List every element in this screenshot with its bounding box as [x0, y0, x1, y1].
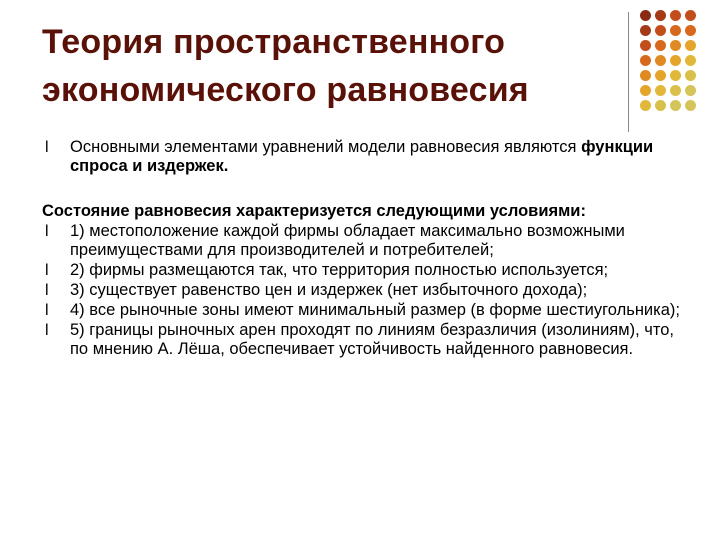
- decorative-dot: [685, 40, 696, 51]
- bullet-marker: l: [45, 139, 49, 156]
- condition-item: [42, 321, 682, 359]
- decorative-dot: [685, 55, 696, 66]
- decorative-dot: [670, 55, 681, 66]
- decorative-dot: [670, 25, 681, 36]
- slide-title: Теория пространственного экономического равновесия: [42, 23, 529, 109]
- condition-text: 2) фирмы размещаются так, что территория полностью используется;: [70, 261, 609, 279]
- decorative-dot: [640, 40, 651, 51]
- conditions-heading: Состояние равновесия характеризуется следующими условиями:: [42, 202, 586, 220]
- bullet-marker: l: [45, 262, 49, 279]
- decorative-dot-grid: [640, 10, 697, 112]
- decorative-dot: [670, 85, 681, 96]
- decorative-dot: [685, 100, 696, 111]
- condition-item: [42, 261, 682, 280]
- decorative-dot: [655, 70, 666, 81]
- decorative-dot: [640, 10, 651, 21]
- decorative-dot: [655, 55, 666, 66]
- decorative-dot: [670, 100, 681, 111]
- decorative-dot: [640, 25, 651, 36]
- condition-item: [42, 301, 682, 320]
- decorative-dot: [685, 10, 696, 21]
- decorative-dot: [640, 100, 651, 111]
- decorative-dot: [655, 40, 666, 51]
- bullet-marker: l: [45, 322, 49, 339]
- condition-text: 4) все рыночные зоны имеют минимальный размер (в форме шестиугольника);: [70, 301, 680, 319]
- bullet-marker: l: [45, 282, 49, 299]
- decorative-dot: [670, 70, 681, 81]
- intro-bold-text: функции спроса и издержек.: [70, 138, 654, 175]
- condition-text: 3) существует равенство цен и издержек (нет избыточного дохода);: [70, 281, 588, 299]
- decorative-dot: [640, 85, 651, 96]
- decorative-dot: [640, 55, 651, 66]
- condition-text: 1) местоположение каждой фирмы обладает максимально возможными преимуществами для производителей и потребителей;: [70, 222, 625, 259]
- intro-text: Основными элементами уравнений модели равновесия являются: [70, 138, 582, 156]
- condition-item: [42, 222, 682, 260]
- intro-bullet: [42, 138, 682, 176]
- title-divider: [628, 12, 629, 132]
- decorative-dot: [685, 85, 696, 96]
- conditions-list: [42, 222, 682, 359]
- decorative-dot: [655, 100, 666, 111]
- condition-item: [42, 281, 682, 300]
- decorative-dot: [670, 10, 681, 21]
- decorative-dot: [670, 40, 681, 51]
- decorative-dot: [655, 10, 666, 21]
- decorative-dot: [685, 25, 696, 36]
- decorative-dot: [655, 85, 666, 96]
- bullet-marker: l: [45, 223, 49, 240]
- decorative-dot: [640, 70, 651, 81]
- decorative-dot: [655, 25, 666, 36]
- bullet-marker: l: [45, 302, 49, 319]
- condition-text: 5) границы рыночных арен проходят по линиям безразличия (изолиниям), что, по мнению А. Лёша, обеспечивает устойчивость найденного равновесия.: [70, 321, 674, 358]
- slide-body: [42, 138, 682, 359]
- decorative-dot: [685, 70, 696, 81]
